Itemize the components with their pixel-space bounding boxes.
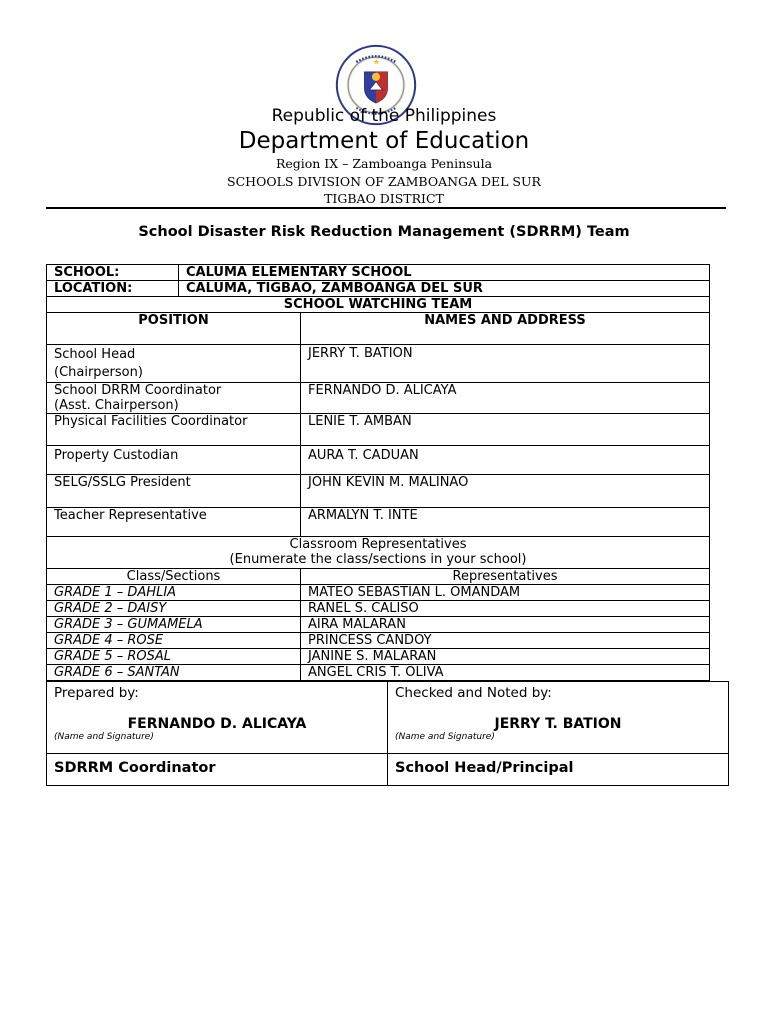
region-line: Region IX – Zamboanga Peninsula bbox=[275, 156, 493, 171]
prepared-by-role: SDRRM Coordinator bbox=[47, 754, 388, 786]
team-name: JERRY T. BATION bbox=[301, 345, 710, 383]
location-row bbox=[47, 281, 710, 297]
classroom-row bbox=[47, 633, 710, 649]
class-section: GRADE 2 – DAISY bbox=[47, 601, 301, 617]
class-representative: MATEO SEBASTIAN L. OMANDAM bbox=[301, 585, 710, 601]
classroom-subheading: (Enumerate the class/sections in your school) bbox=[229, 552, 527, 567]
rep-column-header: Representatives bbox=[301, 569, 710, 585]
school-label: SCHOOL: bbox=[47, 265, 179, 281]
prepared-by-cell bbox=[47, 682, 388, 754]
team-name: ARMALYN T. INTE bbox=[301, 508, 710, 537]
position-column-header: POSITION bbox=[47, 313, 301, 345]
classroom-row bbox=[47, 601, 710, 617]
division-line: SCHOOLS DIVISION OF ZAMBOANGA DEL SUR bbox=[227, 174, 541, 189]
location-value: CALUMA, TIGBAO, ZAMBOANGA DEL SUR bbox=[179, 281, 710, 297]
classroom-row bbox=[47, 649, 710, 665]
class-section: GRADE 4 – ROSE bbox=[47, 633, 301, 649]
team-position: School DRRM Coordinator bbox=[54, 383, 222, 398]
department-heading: Department of Education bbox=[238, 128, 530, 154]
class-section: GRADE 1 – DAHLIA bbox=[47, 585, 301, 601]
republic-heading: Republic of the Philippines bbox=[271, 106, 497, 126]
team-name: LENIE T. AMBAN bbox=[301, 414, 710, 446]
class-column-header: Class/Sections bbox=[47, 569, 301, 585]
class-section: GRADE 6 – SANTAN bbox=[47, 665, 301, 681]
team-header-row bbox=[47, 313, 710, 345]
classroom-row bbox=[47, 665, 710, 681]
team-row bbox=[47, 475, 710, 508]
class-representative: JANINE S. MALARAN bbox=[301, 649, 710, 665]
checked-by-label: Checked and Noted by: bbox=[395, 685, 552, 701]
team-position: SELG/SSLG President bbox=[47, 475, 301, 508]
class-section: GRADE 3 – GUMAMELA bbox=[47, 617, 301, 633]
district-line: TIGBAO DISTRICT bbox=[324, 191, 444, 206]
prepared-by-name: FERNANDO D. ALICAYA bbox=[127, 716, 307, 732]
prepared-by-note: (Name and Signature) bbox=[54, 732, 154, 742]
location-label: LOCATION: bbox=[47, 281, 179, 297]
team-row bbox=[47, 383, 710, 414]
class-representative: RANEL S. CALISO bbox=[301, 601, 710, 617]
school-value: CALUMA ELEMENTARY SCHOOL bbox=[179, 265, 710, 281]
prepared-by-label: Prepared by: bbox=[54, 685, 139, 701]
team-name: JOHN KEVIN M. MALINAO bbox=[301, 475, 710, 508]
checked-by-name: JERRY T. BATION bbox=[494, 716, 622, 732]
header-divider bbox=[46, 207, 726, 209]
team-position: Property Custodian bbox=[47, 446, 301, 475]
team-row bbox=[47, 414, 710, 446]
classroom-row bbox=[47, 617, 710, 633]
watching-team-heading: SCHOOL WATCHING TEAM bbox=[47, 297, 710, 313]
classroom-row bbox=[47, 585, 710, 601]
team-row bbox=[47, 345, 710, 383]
school-row bbox=[47, 265, 710, 281]
classroom-header-row bbox=[47, 569, 710, 585]
checked-by-cell bbox=[388, 682, 729, 754]
signature-table bbox=[46, 681, 729, 786]
names-column-header: NAMES AND ADDRESS bbox=[301, 313, 710, 345]
team-position-note: (Asst. Chairperson) bbox=[54, 398, 179, 413]
team-position-note: (Chairperson) bbox=[54, 365, 143, 380]
team-position: Teacher Representative bbox=[47, 508, 301, 537]
team-row bbox=[47, 446, 710, 475]
classroom-heading: Classroom Representatives bbox=[289, 537, 467, 552]
class-section: GRADE 5 – ROSAL bbox=[47, 649, 301, 665]
team-position: Physical Facilities Coordinator bbox=[47, 414, 301, 446]
class-representative: PRINCESS CANDOY bbox=[301, 633, 710, 649]
team-name: AURA T. CADUAN bbox=[301, 446, 710, 475]
checked-by-role: School Head/Principal bbox=[388, 754, 729, 786]
sdrrm-team-table bbox=[46, 264, 710, 681]
team-row bbox=[47, 508, 710, 537]
class-representative: ANGEL CRIS T. OLIVA bbox=[301, 665, 710, 681]
document-title: School Disaster Risk Reduction Management (SDRRM) Team bbox=[138, 224, 630, 240]
class-representative: AIRA MALARAN bbox=[301, 617, 710, 633]
checked-by-note: (Name and Signature) bbox=[395, 732, 495, 742]
team-name: FERNANDO D. ALICAYA bbox=[301, 383, 710, 414]
team-position: School Head bbox=[54, 347, 136, 362]
classroom-heading-row bbox=[47, 537, 710, 569]
